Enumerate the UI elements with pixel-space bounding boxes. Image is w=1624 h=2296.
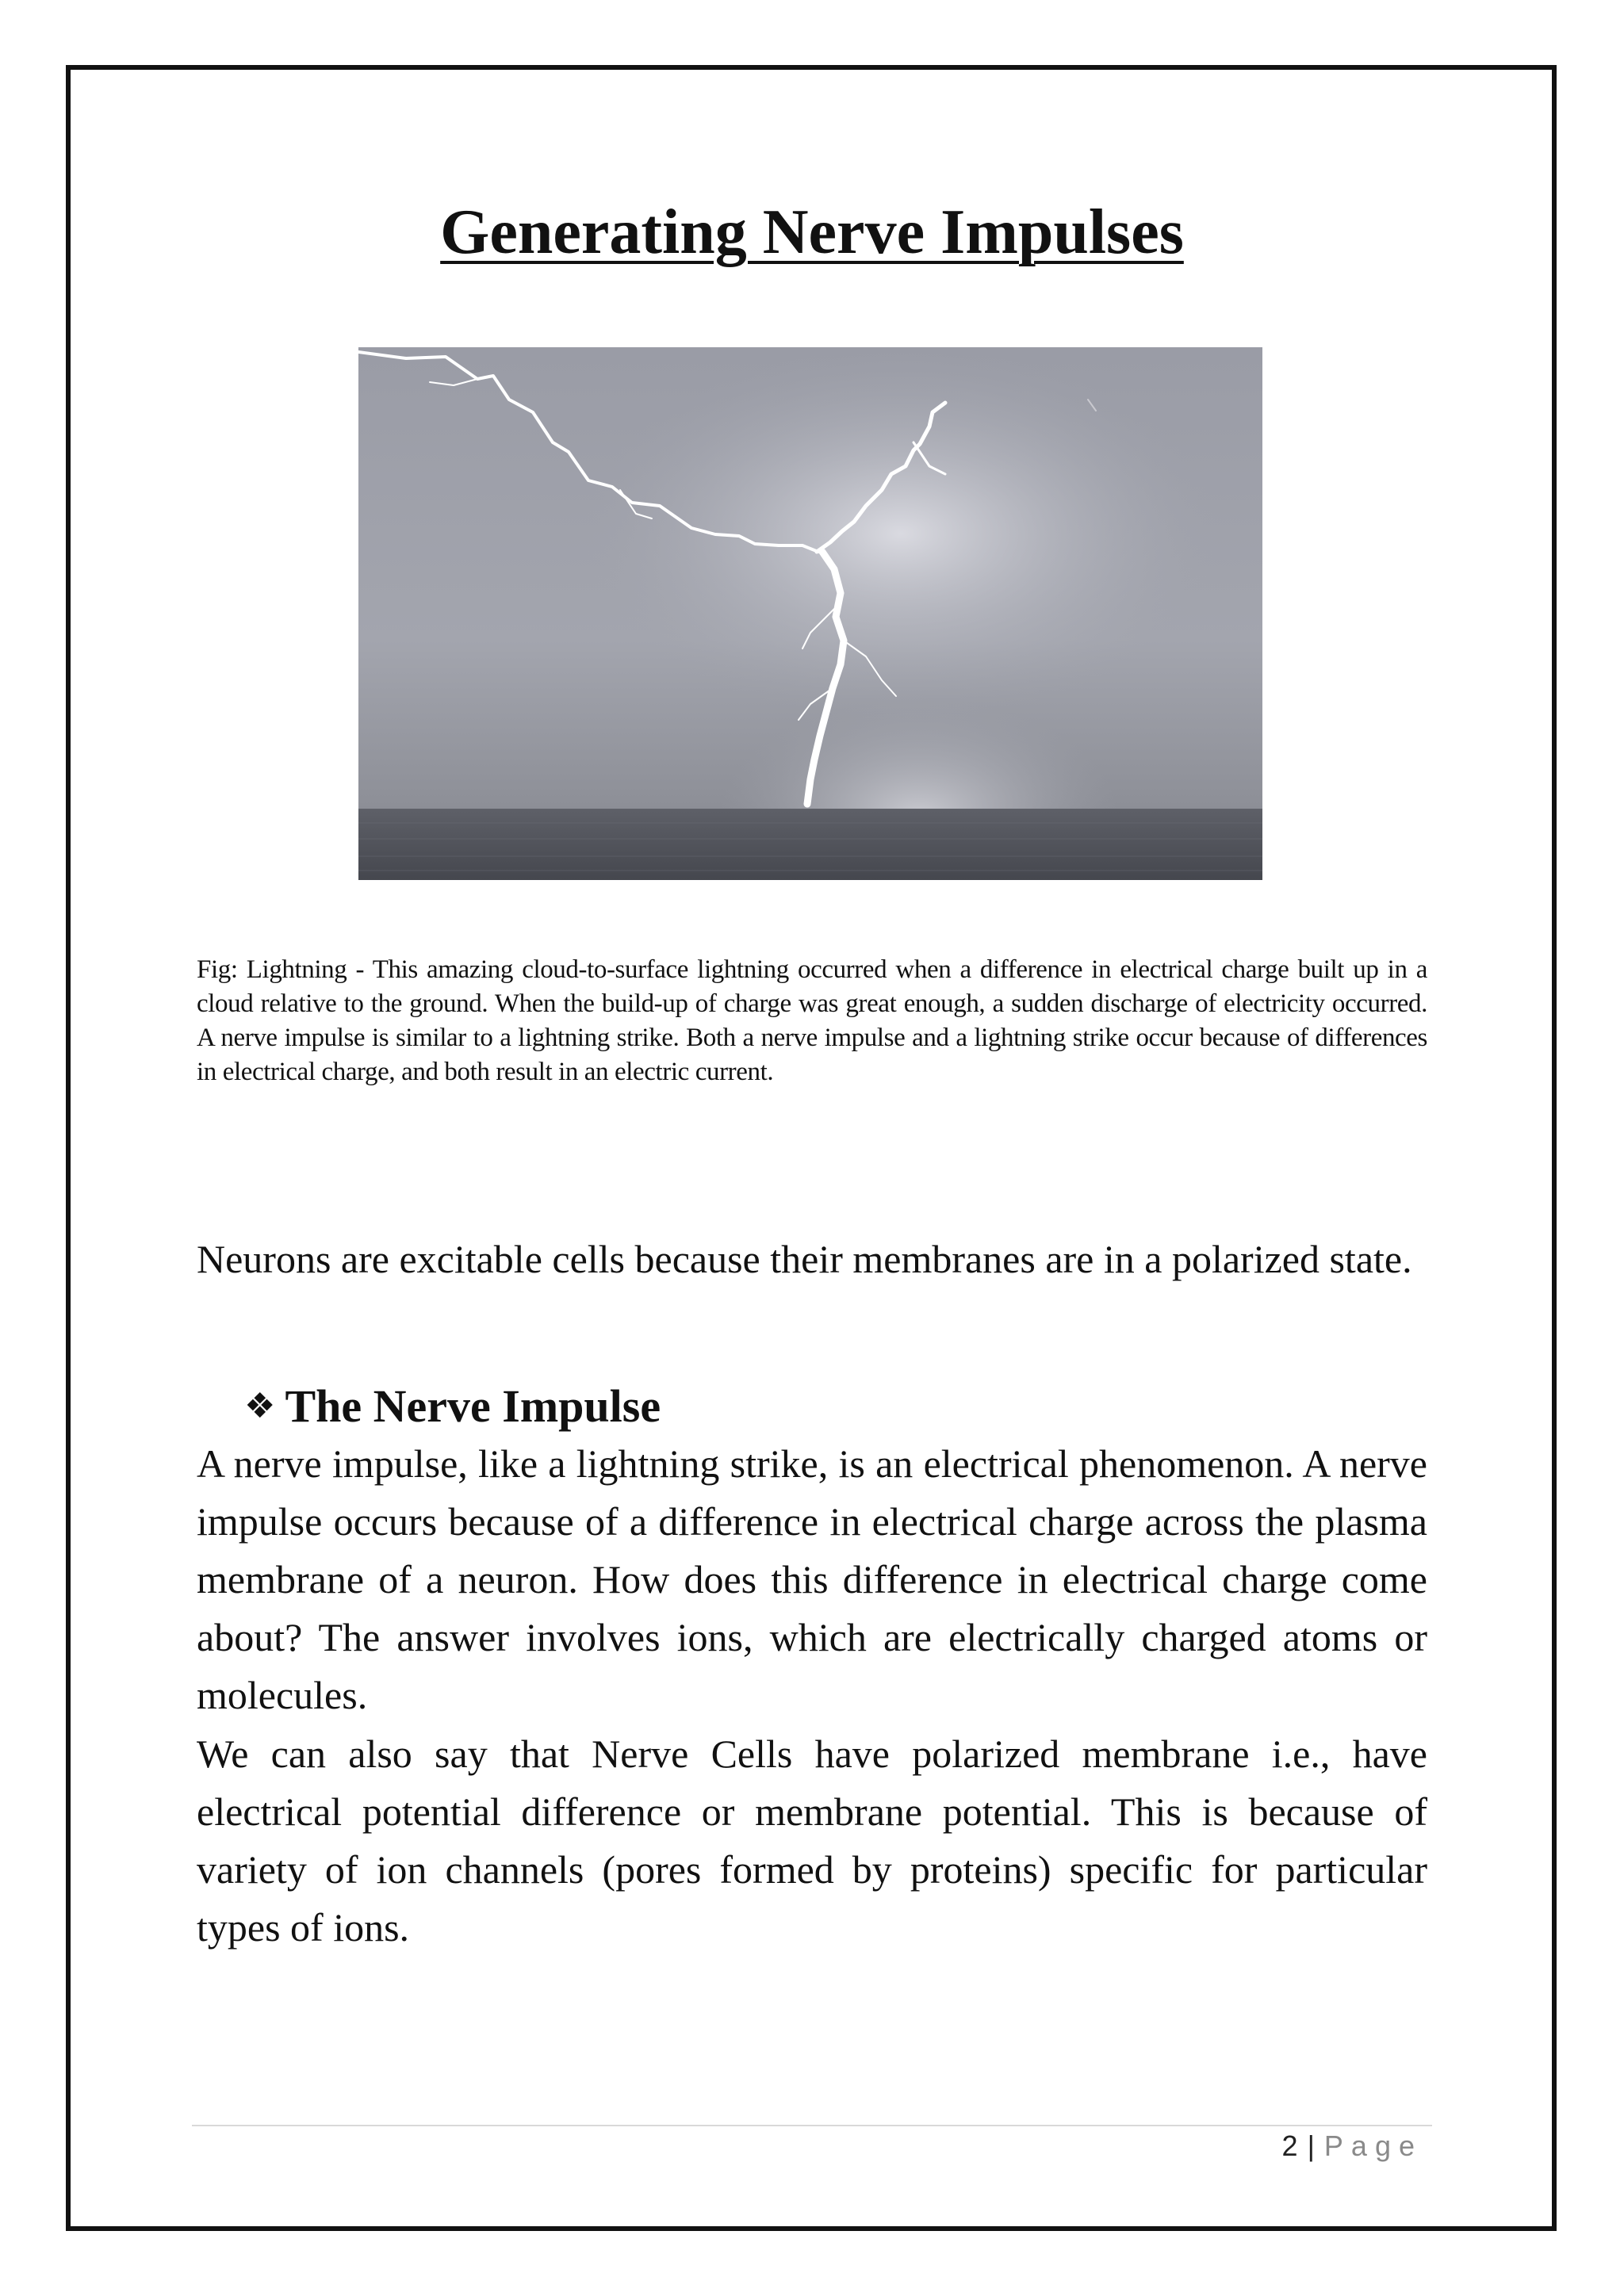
- lightning-photo: [358, 347, 1262, 880]
- diamond-bullet-icon: ❖: [244, 1386, 276, 1426]
- page-footer: [1282, 2130, 1423, 2163]
- section-paragraph-2: We can also say that Nerve Cells have polarized membrane i.e., have electrical potential difference or membrane potential. This is because of variety of ion channels (pores formed by proteins) specific for particular types of ions.: [197, 1732, 1427, 1950]
- section-paragraph-1: A nerve impulse, like a lightning strike, is an electrical phenomenon. A nerve impulse occurs because of a difference in electrical charge across the plasma membrane of a neuron. How does this difference in electrical charge come about? The answer involves ions, which are electrically charged atoms or molecules.: [197, 1441, 1427, 1717]
- footer-separator: |: [1307, 2130, 1315, 2162]
- section-heading-text: The Nerve Impulse: [285, 1380, 661, 1432]
- intro-paragraph: Neurons are excitable cells because their membranes are in a polarized state.: [197, 1237, 1412, 1281]
- page-number: 2: [1281, 2130, 1298, 2162]
- section-heading: [244, 1380, 661, 1433]
- footer-divider: [192, 2125, 1432, 2126]
- figure-caption: Fig: Lightning - This amazing cloud-to-surface lightning occurred when a difference in electrical charge built up in a cloud relative to the ground. When the build-up of charge was great enough, a sudden discharge of electricity occurred. A nerve impulse is similar to a lightning strike. Both a nerve impulse and a lightning strike occur because of differences in electrical charge, and both result in an electric current.: [197, 955, 1427, 1086]
- page-title: Generating Nerve Impulses: [440, 197, 1184, 267]
- page-label: Page: [1323, 2130, 1423, 2162]
